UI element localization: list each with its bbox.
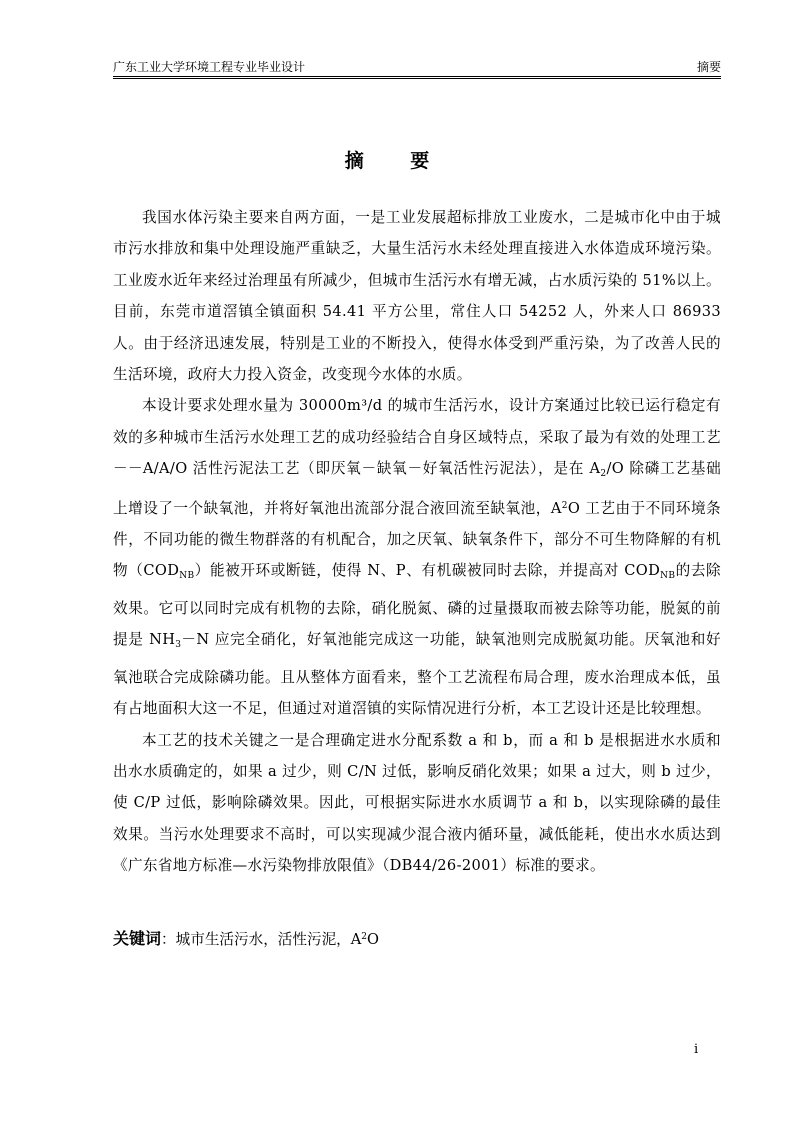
page-number: i	[694, 1042, 699, 1057]
page-title: 摘 要	[344, 150, 450, 172]
superscript: 2	[561, 500, 568, 511]
abstract-paragraph-3: 本工艺的技术关键之一是合理确定进水分配系数 a 和 b，而 a 和 b 是根据进水水质和出水水质确定的，如果 a 过少，则 C/N 过低，影响反硝化效果；如果 a 过大，则 b 过少，使 C/P 过低，影响除磷效果。因此，可根据实际进水水质调节 a 和 b，以实现除磷的最佳效果。当污水处理要求不高时，可以实现减少混合液内循环量，减低能耗，使出水水质达到《广东省地方标准—水污染物排放限值》（DB44/26-2001）标准的要求。	[113, 731, 721, 875]
text-run: /O 除磷工艺基础上增设了一个缺氧池，并将好氧池出流部分混合液回流至缺氧池，A	[113, 460, 722, 517]
abstract-paragraph-1: 我国水体污染主要来自两方面，一是工业发展超标排放工业废水，二是城市化中由于城市污水排放和集中处理设施严重缺乏，大量生活污水未经处理直接进入水体造成环境污染。工业废水近年来经过治理虽有所减少，但城市生活污水有增无减，占水质污染的 51%以上。目前，东莞市道滘镇全镇面积 54.41 平方公里，常住人口 54252 人，外来人口 86933 人。由于经济迅速发展，特别是工业的不断投入，使得水体受到严重污染，为了改善人民的生活环境，政府大力投入资金，改变现今水体的水质。	[113, 209, 721, 384]
keywords-text-end: O	[367, 931, 379, 948]
keywords-superscript: 2	[361, 932, 368, 942]
text-run: －N 应完全硝化，好氧池能完成这一功能，缺氧池则完成脱氮功能。厌氧池和好氧池联合完成除磷功能。且从整体方面看来，整个工艺流程布局合理，废水治理成本低，虽有占地面积大这一不足，但通过对道滘镇的实际情况进行分析，本工艺设计还是比较理想。	[113, 631, 721, 718]
subscript: 3	[175, 640, 182, 651]
keywords-line	[113, 926, 379, 949]
text-run: ）能被开环或断链，使得 N、P、有机碳被同时去除，并提高对 COD	[194, 562, 661, 580]
text-run: 的去除效果。它可以同时完成有机物的去除，硝化脱氮、磷的过量摄取而被去除等功能，脱氮的前提是 NH	[113, 562, 721, 649]
keywords-text: 城市生活污水，活性污泥，A	[175, 931, 362, 948]
abstract-body	[113, 202, 721, 882]
text-run: O 工艺由于不同环境条件，不同功能的微生物群落的有机配合，加之厌氧、缺氧条件下，部分不可生物降解的有机物（COD	[113, 499, 721, 580]
abstract-paragraph-2	[113, 390, 721, 724]
header-divider	[113, 76, 721, 79]
header-thesis-title: 广东工业大学环境工程专业毕业设计	[113, 60, 306, 74]
header-section-name: 摘要	[696, 60, 721, 74]
text-run: 本设计要求处理水量为 30000m³/d 的城市生活污水，设计方案通过比较已运行稳定有效的多种城市生活污水处理工艺的成功经验结合自身区域特点，采取了最为有效的处理工艺－－A/A/O 活性污泥法工艺（即厌氧－缺氧－好氧活性污泥法），是在 A	[113, 397, 721, 478]
subscript: NB	[179, 571, 195, 582]
keywords-label: 关键词	[113, 929, 162, 948]
page-header	[113, 55, 721, 77]
keywords-separator: ：	[161, 931, 176, 948]
subscript: 2	[600, 469, 607, 480]
subscript: NB	[660, 571, 676, 582]
